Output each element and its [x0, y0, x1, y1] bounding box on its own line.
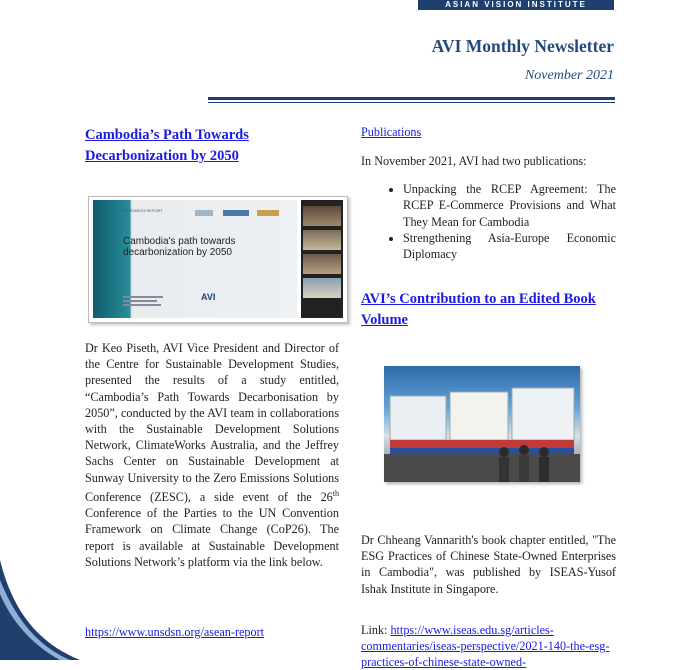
video-call-strip [301, 200, 343, 318]
publication-item: • Unpacking the RCEP Agreement: The RCEP E-Commerce Provisions and What They Mean for Cambodia [403, 181, 616, 230]
newsletter-date: November 2021 [524, 68, 614, 83]
event-photo-scene [384, 366, 580, 482]
corner-swoosh-decoration [0, 560, 80, 660]
event-photo [384, 366, 580, 482]
cover-authors [123, 296, 163, 306]
video-participant [303, 230, 341, 250]
book-chapter-paragraph: Dr Chheang Vannarith's book chapter entitled, "The ESG Practices of Chinese State-Owned Enterprises in Cambodia", was published by ISEAS-Yusof Ishak Institute in Singapore. [361, 533, 616, 596]
unsdsn-link[interactable]: https://www.unsdsn.org/asean-report [85, 625, 265, 639]
link-label: Link: [361, 623, 391, 637]
avi-logo: AVI [201, 292, 216, 302]
header-rule-thin [208, 102, 615, 103]
publications-intro: In November 2021, AVI had two publications: [361, 154, 587, 168]
iseas-link[interactable]: https://www.iseas.edu.sg/articles-commentaries/iseas-perspective/2021-140-the-esg-practices-of-chinese-state-owned- [361, 623, 610, 669]
newsletter-title: AVI Monthly Newsletter [431, 36, 614, 56]
video-participant [303, 254, 341, 274]
org-banner: ASIAN VISION INSTITUTE [418, 0, 614, 10]
header-rule [208, 97, 615, 100]
publications-link[interactable]: Publications [361, 125, 422, 139]
headline-decarbonization[interactable]: Cambodia’s Path Towards Decarbonization by 2050 [85, 127, 249, 164]
cover-title: Cambodia's path towards decarbonization by 2050 [123, 236, 236, 258]
video-participant [303, 278, 341, 298]
report-cover [93, 200, 297, 318]
publication-list [361, 181, 616, 262]
partner-logos [195, 208, 291, 218]
decarbonization-paragraph: Dr Keo Piseth, AVI Vice President and Director of the Centre for Sustainable Development Studies, presented the results of a study entitled, “Cambodia’s Path Towards Decarbonisation by 2050”, conducted by the AVI team in collaborations with the Sustainable Development Solutions Network, ClimateWorks Australia, and the Jeffrey Sachs Center on Sustainable Development at Sunway University to the Zero Emissions Solutions Conference (ZESC), a side event of the 26th Conference of the Parties to the UN Convention Framework on Climate Change (CoP26). The report is available at Sustainable Development Solutions Network’s platform via the link below. [85, 341, 339, 569]
publication-item: • Strengthening Asia-Europe Economic Diplomacy [403, 230, 616, 262]
video-participant [303, 206, 341, 226]
iseas-link-block [361, 622, 621, 670]
cover-small-text: RESEARCH REPORT [123, 208, 163, 213]
report-screenshot [88, 196, 348, 323]
headline-book-volume[interactable]: AVI’s Contribution to an Edited Book Volume [361, 291, 596, 329]
